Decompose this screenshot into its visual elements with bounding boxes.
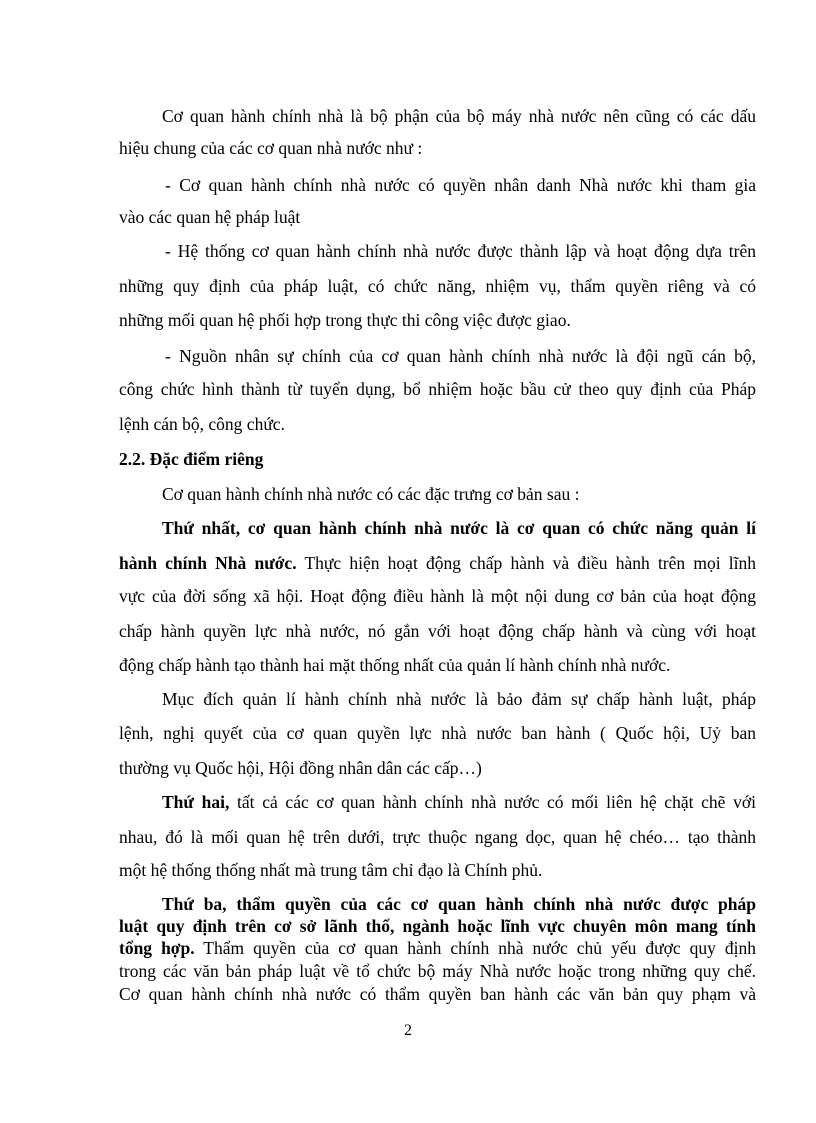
text-line: vào các quan hệ pháp luật <box>119 207 301 227</box>
text-line: chấp hành quyền lực nhà nước, nó gắn với hoạt động chấp hành và cùng với hoạt <box>119 621 756 641</box>
text-line: hành chính Nhà nước. Thực hiện hoạt động chấp hành và điều hành trên mọi lĩnh <box>119 553 756 573</box>
text-line: - Cơ quan hành chính nhà nước có quyền nhân danh Nhà nước khi tham gia <box>165 175 756 195</box>
text-line: Cơ quan hành chính nhà là bộ phận của bộ máy nhà nước nên cũng có các dấu <box>162 106 756 126</box>
text-line: luật quy định trên cơ sở lãnh thổ, ngành hoặc lĩnh vực chuyên môn mang tính <box>119 916 756 936</box>
text-line: Mục đích quản lí hành chính nhà nước là bảo đảm sự chấp hành luật, pháp <box>162 689 756 709</box>
text-line: lệnh, nghị quyết của cơ quan quyền lực nhà nước ban hành ( Quốc hội, Uỷ ban <box>119 723 756 743</box>
text-line: - Hệ thống cơ quan hành chính nhà nước được thành lập và hoạt động dựa trên <box>165 241 756 261</box>
text-line: thường vụ Quốc hội, Hội đồng nhân dân các cấp…) <box>119 758 482 778</box>
text-line: - Nguồn nhân sự chính của cơ quan hành chính nhà nước là đội ngũ cán bộ, <box>165 346 756 366</box>
text-line: tổng hợp. Thẩm quyền của cơ quan hành chính nhà nước chủ yếu được quy định <box>119 938 756 958</box>
text-line: công chức hình thành từ tuyển dụng, bổ nhiệm hoặc bầu cử theo quy định của Pháp <box>119 379 756 399</box>
text-line: những quy định của pháp luật, có chức năng, nhiệm vụ, thẩm quyền riêng và có <box>119 276 756 296</box>
text-line: trong các văn bản pháp luật về tổ chức bộ máy Nhà nước hoặc trong những quy chế. <box>119 961 756 981</box>
text-line: một hệ thống thống nhất mà trung tâm chỉ đạo là Chính phủ. <box>119 860 543 880</box>
text-line: Cơ quan hành chính nhà nước có thẩm quyền ban hành các văn bản quy phạm và <box>119 984 756 1004</box>
text-line: Thứ ba, thẩm quyền của các cơ quan hành chính nhà nước được pháp <box>162 894 756 914</box>
text-line: Thứ hai, tất cả các cơ quan hành chính nhà nước có mối liên hệ chặt chẽ với <box>162 792 756 812</box>
section-heading: 2.2. Đặc điểm riêng <box>119 449 264 469</box>
text-line: Thứ nhất, cơ quan hành chính nhà nước là cơ quan có chức năng quản lí <box>162 518 756 538</box>
text-line: động chấp hành tạo thành hai mặt thống nhất của quản lí hành chính nhà nước. <box>119 655 671 675</box>
text-line: hiệu chung của các cơ quan nhà nước như : <box>119 138 423 158</box>
text-line: vực của đời sống xã hội. Hoạt động điều hành là một nội dung cơ bản của hoạt động <box>119 586 756 606</box>
page-number: 2 <box>404 1022 412 1039</box>
text-line: nhau, đó là mối quan hệ trên dưới, trực thuộc ngang dọc, quan hệ chéo… tạo thành <box>119 827 756 847</box>
text-line: Cơ quan hành chính nhà nước có các đặc trưng cơ bản sau : <box>162 484 580 504</box>
text-line: lệnh cán bộ, công chức. <box>119 414 285 434</box>
text-line: những mối quan hệ phối hợp trong thực thi công việc được giao. <box>119 310 571 330</box>
